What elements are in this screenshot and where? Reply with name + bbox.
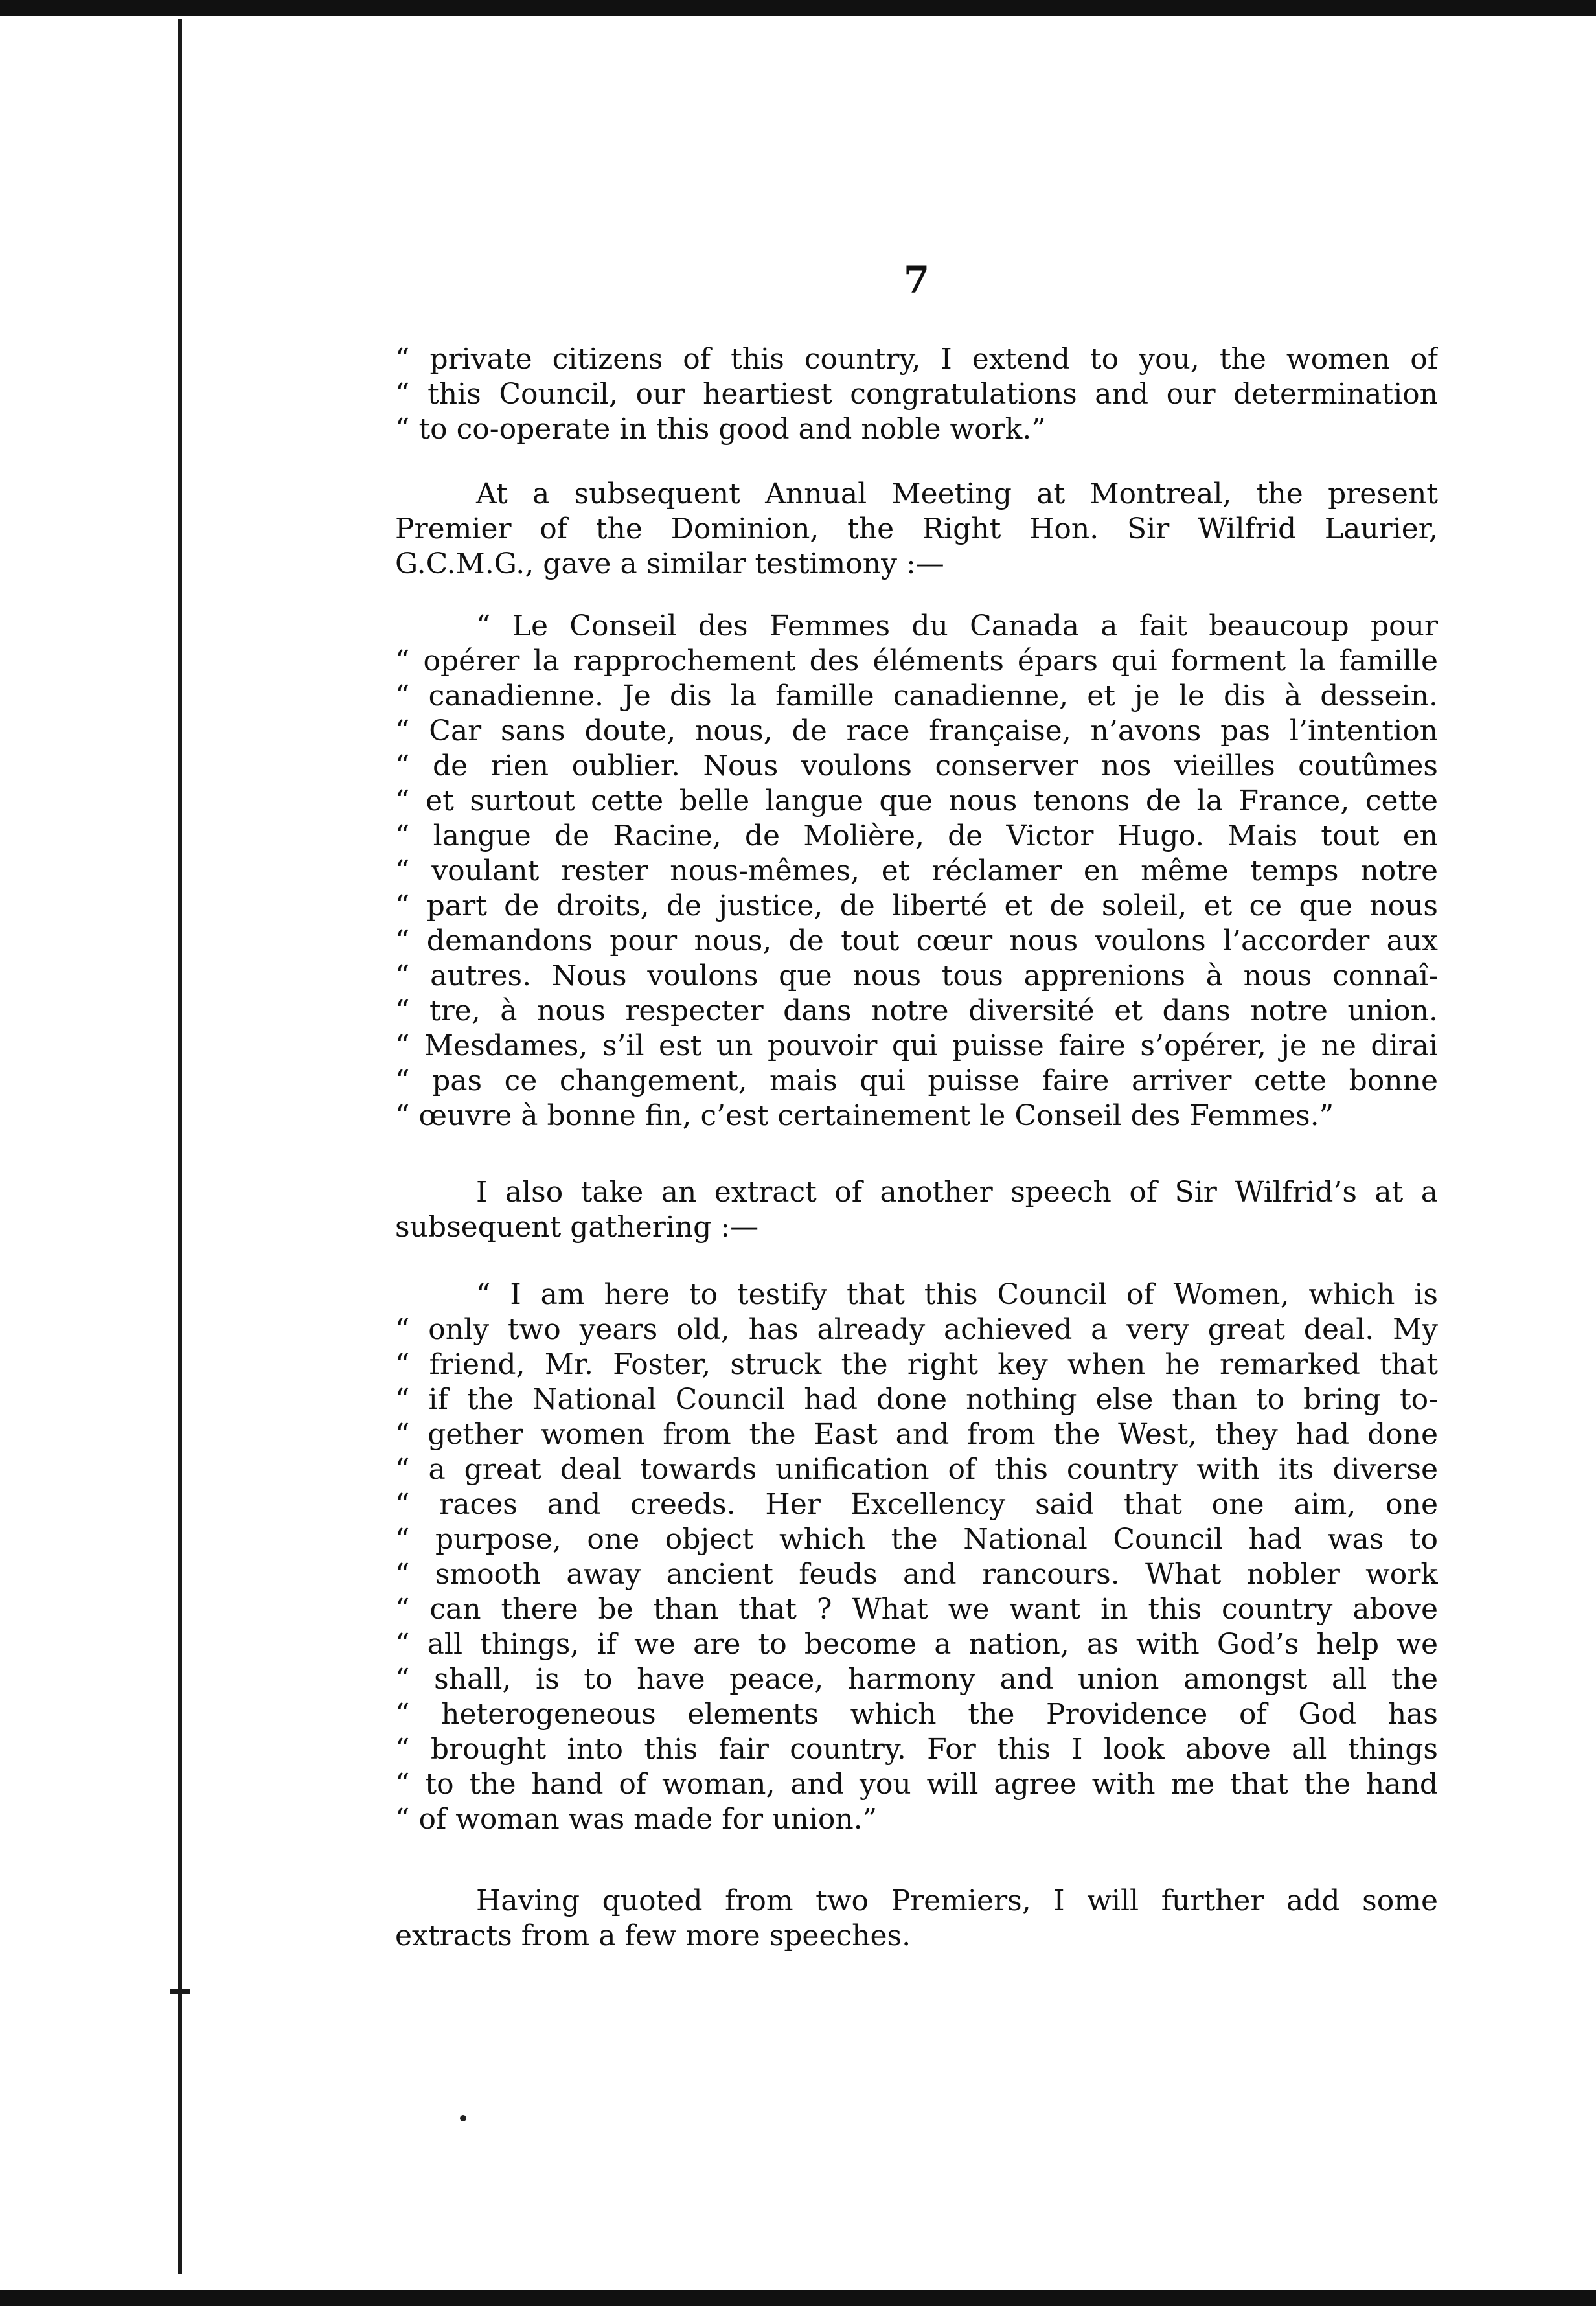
text-line: “ part de droits, de justice, de liberté et de soleil, et ce que nous [395, 889, 1438, 922]
text-line: “ can there be than that ? What we want in this country above [395, 1593, 1438, 1626]
text-line: “ purpose, one object which the National Council had was to [395, 1523, 1438, 1556]
text-line: “ demandons pour nous, de tout cœur nous voulons l’accorder aux [395, 924, 1438, 957]
text-line: “ tre, à nous respecter dans notre diversité et dans notre union. [395, 994, 1438, 1027]
text-line: G.C.M.G., gave a similar testimony :— [395, 547, 944, 580]
text-line: “ to co-operate in this good and noble work.” [395, 413, 1046, 446]
text-line: “ to the hand of woman, and you will agree with me that the hand [395, 1768, 1438, 1801]
paragraph-extract-intro [395, 1175, 1438, 1245]
quotation-english [395, 1277, 1438, 1837]
text-line: Premier of the Dominion, the Right Hon. Sir Wilfrid Laurier, [395, 512, 1438, 545]
text-line: At a subsequent Annual Meeting at Montreal, the present [476, 477, 1438, 510]
text-line: “ autres. Nous voulons que nous tous apprenions à nous connaî- [395, 959, 1438, 992]
text-line: “ et surtout cette belle langue que nous tenons de la France, cette [395, 784, 1438, 817]
text-line: “ if the National Council had done nothing else than to bring to- [395, 1383, 1438, 1416]
quotation-french [395, 609, 1438, 1134]
text-line: “ races and creeds. Her Excellency said that one aim, one [395, 1488, 1438, 1521]
text-line: Having quoted from two Premiers, I will further add some [476, 1884, 1438, 1917]
text-line: “ all things, if we are to become a nation, as with God’s help we [395, 1628, 1438, 1661]
text-line: “ de rien oublier. Nous voulons conserver nos vieilles coutûmes [395, 749, 1438, 782]
paragraph-closing [395, 1884, 1438, 1954]
text-line: “ Le Conseil des Femmes du Canada a fait beaucoup pour [476, 610, 1438, 643]
quote-continuation [395, 342, 1438, 447]
scan-bottom-border [0, 2290, 1596, 2306]
text-line: “ this Council, our heartiest congratulations and our determination [395, 378, 1438, 411]
text-line: “ canadienne. Je dis la famille canadienne, et je le dis à dessein. [395, 679, 1438, 713]
text-line: “ voulant rester nous-mêmes, et réclamer en même temps notre [395, 854, 1438, 887]
text-line: “ heterogeneous elements which the Providence of God has [395, 1698, 1438, 1731]
text-line: “ friend, Mr. Foster, struck the right key when he remarked that [395, 1348, 1438, 1381]
scan-speck [460, 2115, 466, 2121]
text-line: “ of woman was made for union.” [395, 1803, 878, 1836]
text-line: “ Mesdames, s’il est un pouvoir qui puisse faire s’opérer, je ne dirai [395, 1029, 1438, 1062]
paragraph-laurier-intro [395, 477, 1438, 582]
text-line: “ only two years old, has already achieved a very great deal. My [395, 1313, 1438, 1346]
text-line: extracts from a few more speeches. [395, 1919, 911, 1952]
text-line: “ shall, is to have peace, harmony and union amongst all the [395, 1663, 1438, 1696]
text-line: “ brought into this fair country. For this I look above all things [395, 1733, 1438, 1766]
text-line: “ Car sans doute, nous, de race française, n’avons pas l’intention [395, 714, 1438, 748]
text-line: “ gether women from the East and from the West, they had done [395, 1418, 1438, 1451]
text-line: “ pas ce changement, mais qui puisse faire arriver cette bonne [395, 1064, 1438, 1097]
text-line: “ a great deal towards unification of this country with its diverse [395, 1453, 1438, 1486]
text-line: “ langue de Racine, de Molière, de Victor Hugo. Mais tout en [395, 819, 1438, 852]
text-line: “ private citizens of this country, I extend to you, the women of [395, 343, 1438, 376]
page-number: 7 [903, 258, 930, 302]
binding-gutter-mark [170, 1989, 190, 1994]
text-line: subsequent gathering :— [395, 1211, 759, 1244]
text-line: “ smooth away ancient feuds and rancours. What nobler work [395, 1558, 1438, 1591]
scan-top-border [0, 0, 1596, 16]
binding-gutter-line [178, 19, 182, 2274]
text-line: “ œuvre à bonne fin, c’est certainement le Conseil des Femmes.” [395, 1099, 1334, 1132]
text-line: I also take an extract of another speech of Sir Wilfrid’s at a [476, 1176, 1438, 1209]
text-line: “ I am here to testify that this Council of Women, which is [476, 1278, 1438, 1311]
text-line: “ opérer la rapprochement des éléments épars qui forment la famille [395, 645, 1438, 678]
